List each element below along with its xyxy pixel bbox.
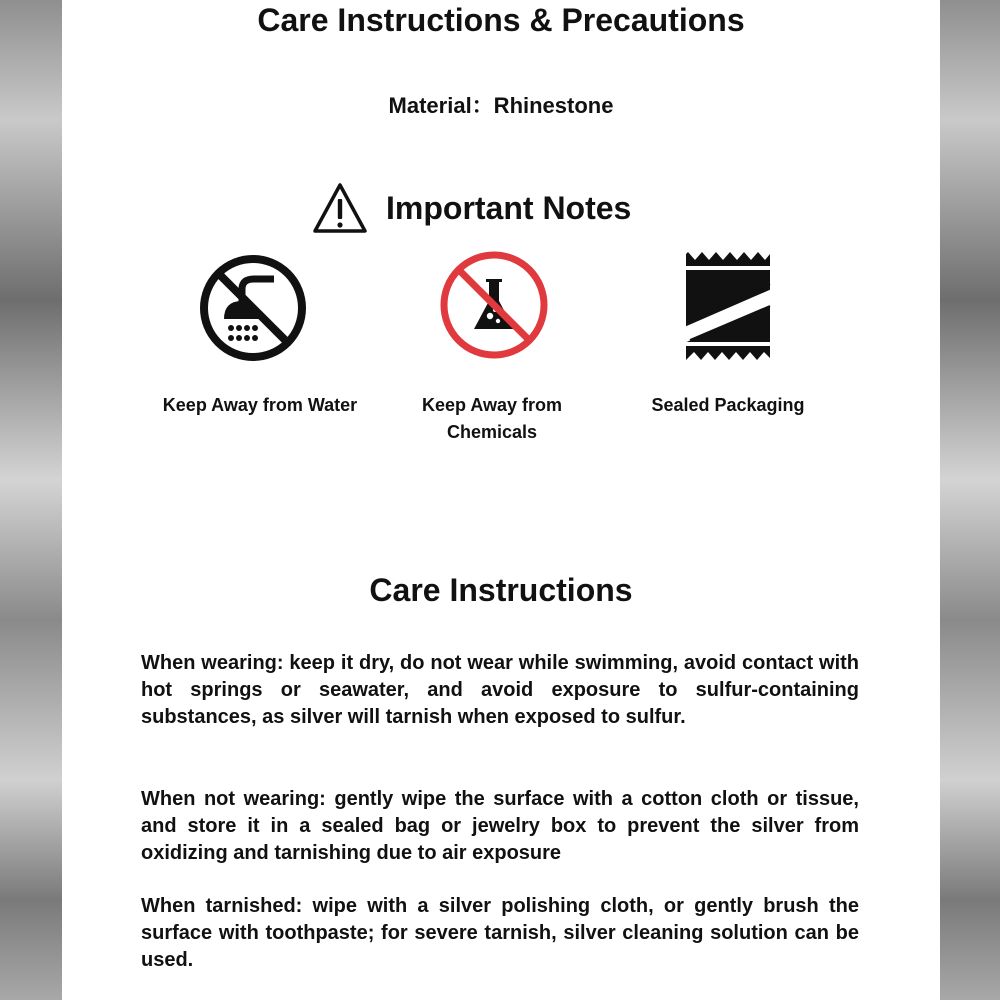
page-title: Care Instructions & Precautions <box>257 2 745 38</box>
no-chemicals-icon <box>438 249 550 361</box>
care-paragraph-wearing: When wearing: keep it dry, do not wear while swimming, avoid contact with hot springs or seawater, and avoid exposure to sulfur-containing substances, as silver will tarnish when exposed to sulfur. <box>141 652 859 728</box>
caption-keep-away-chemicals: Keep Away from Chemicals <box>421 395 563 442</box>
caption-keep-away-water: Keep Away from Water <box>162 395 358 415</box>
material-label: Material：Rhinestone <box>388 93 614 118</box>
right-border <box>940 0 1000 1000</box>
caption-sealed-packaging: Sealed Packaging <box>651 395 805 415</box>
important-notes-title: Important Notes <box>386 189 632 226</box>
warning-triangle-icon <box>312 181 368 235</box>
left-border <box>0 0 62 1000</box>
important-notes-heading <box>312 180 631 236</box>
care-sheet <box>62 0 940 1000</box>
no-water-icon <box>198 253 308 363</box>
care-paragraph-tarnished: When tarnished: wipe with a silver polishing cloth, or gently brush the surface with toothpaste; for severe tarnish, silver cleaning solution can be used. <box>141 895 859 971</box>
care-paragraph-not-wearing: When not wearing: gently wipe the surface with a cotton cloth or tissue, and store it in a sealed bag or jewelry box to prevent the silver from oxidizing and tarnishing due to air exposure <box>141 788 859 864</box>
sealed-package-icon <box>684 250 772 362</box>
care-instructions-title: Care Instructions <box>369 572 633 608</box>
